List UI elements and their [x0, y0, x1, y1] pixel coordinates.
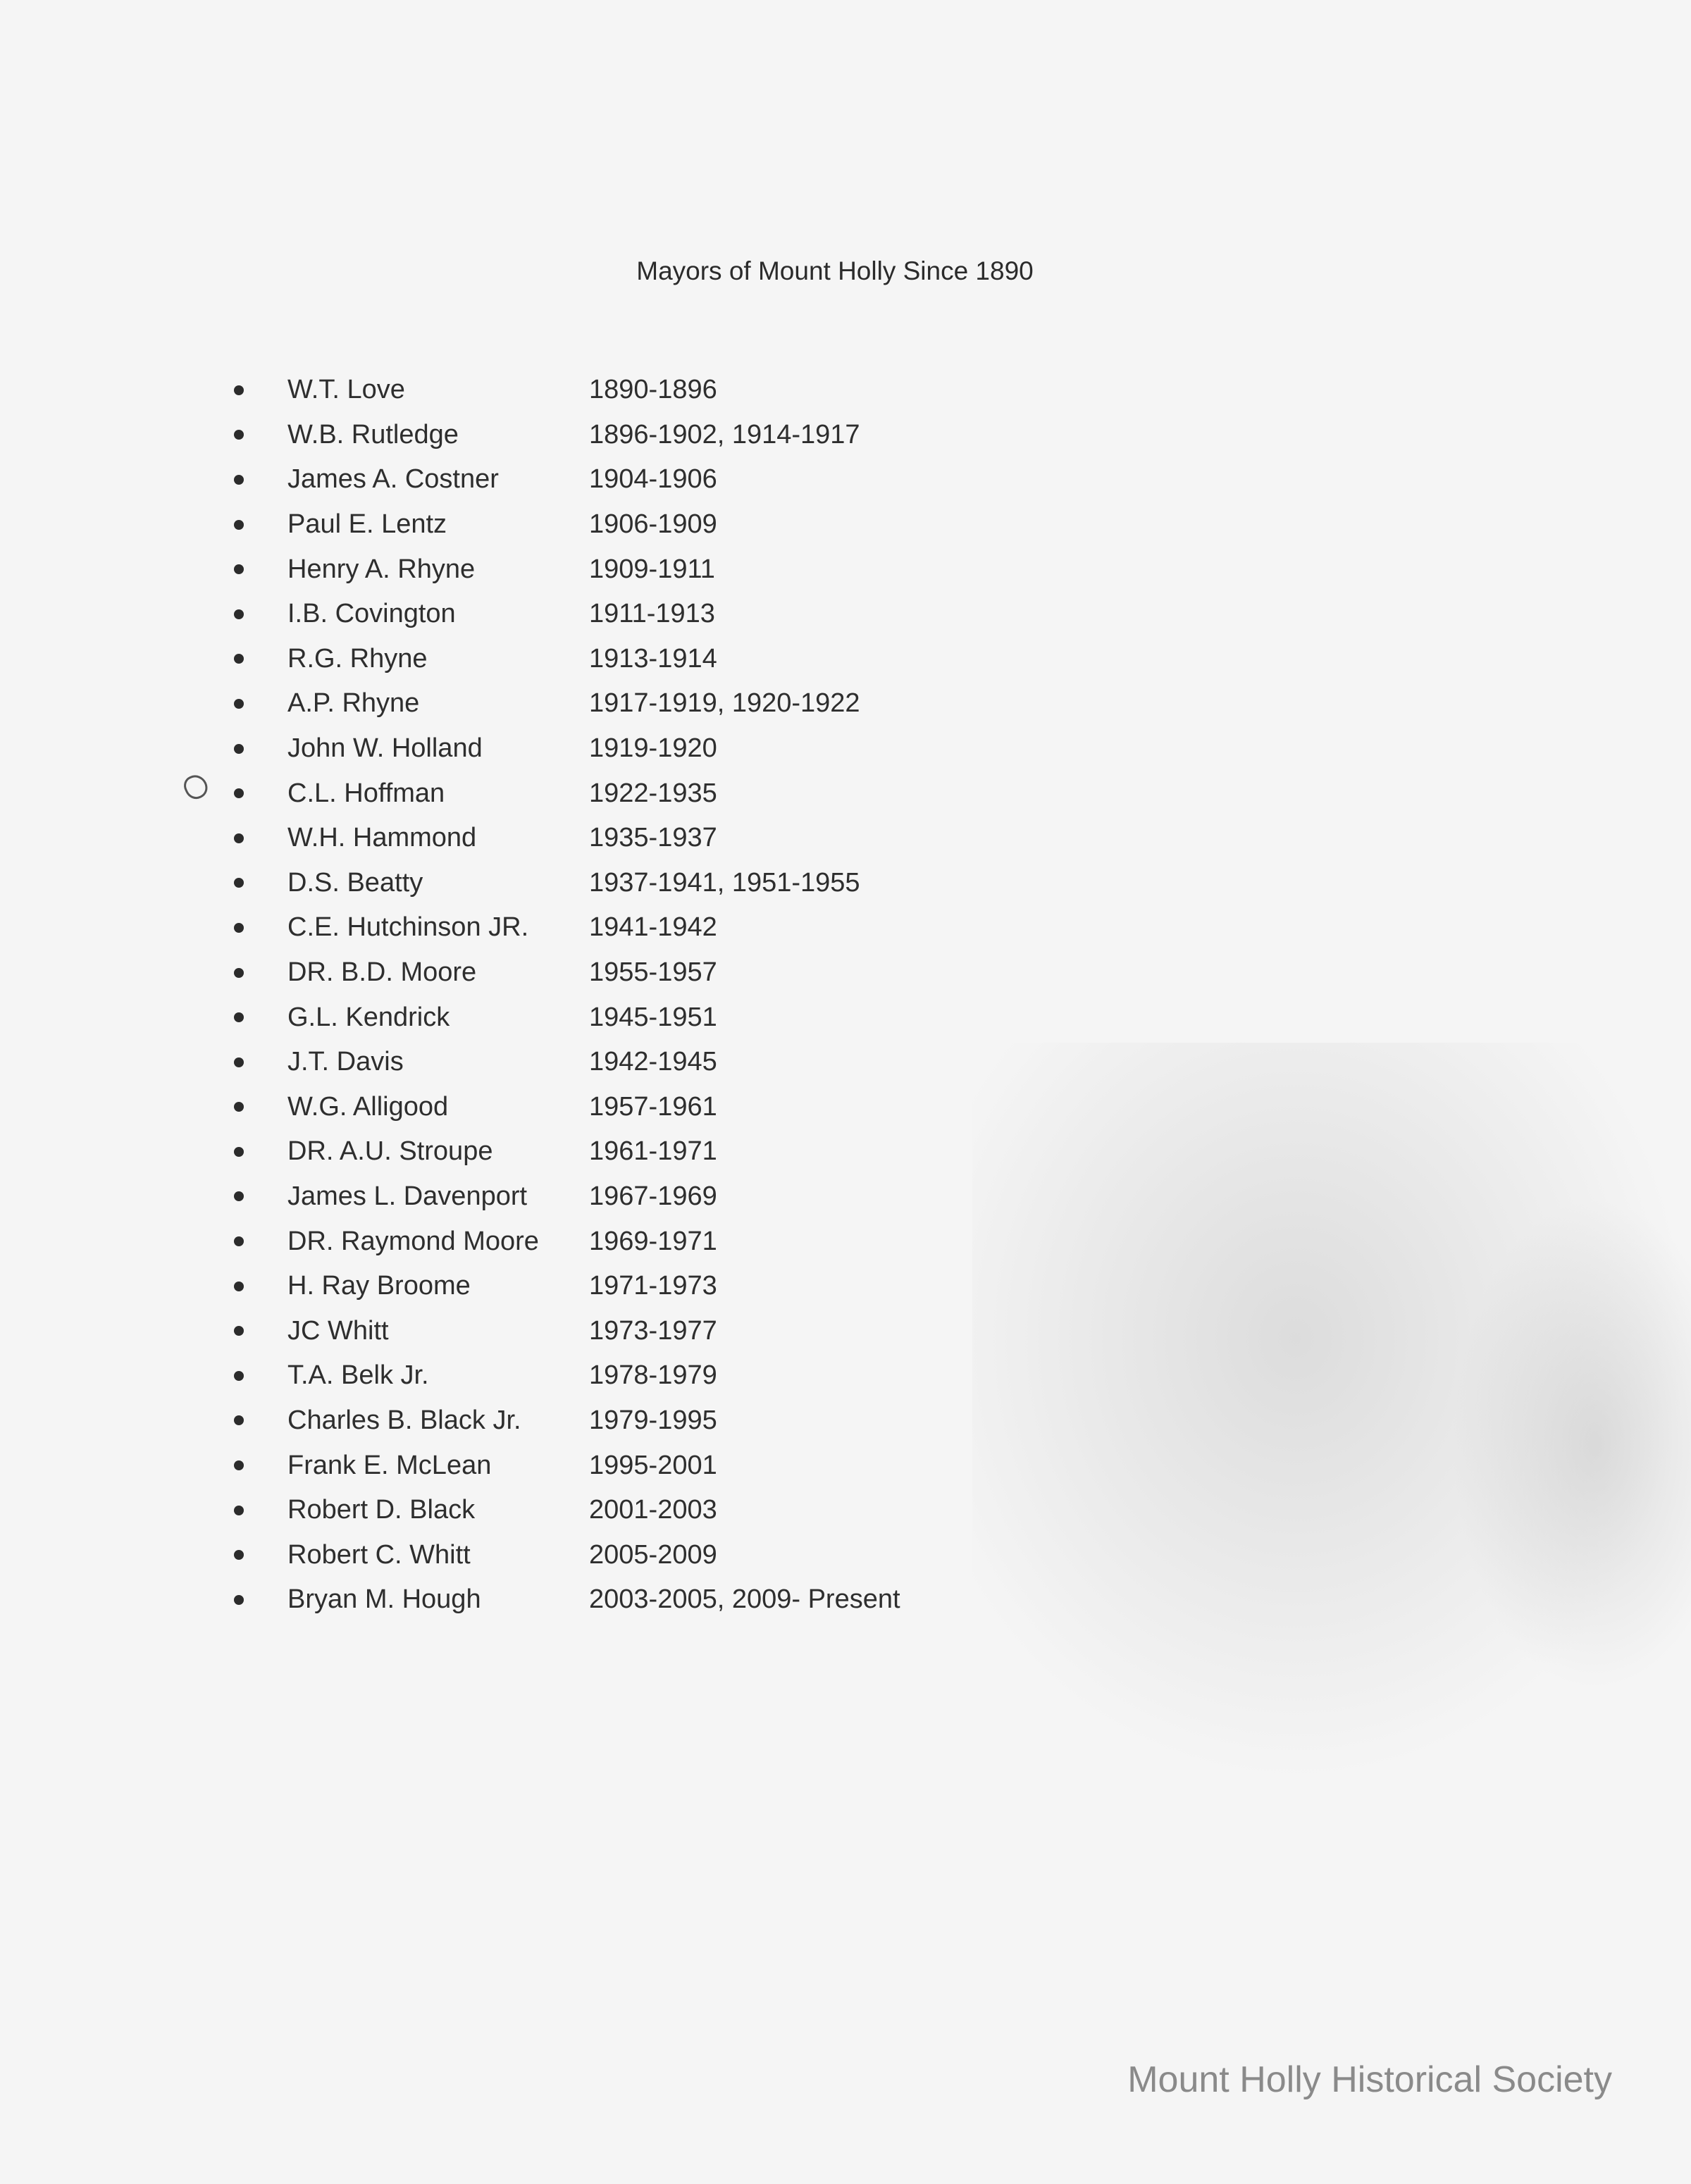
- mayor-row: [225, 995, 900, 1040]
- bullet-icon: [234, 1282, 244, 1291]
- mayor-name: R.G. Rhyne: [287, 643, 428, 674]
- mayor-years: 1957-1961: [589, 1091, 717, 1122]
- mayor-row: [225, 1488, 900, 1533]
- bullet-icon: [234, 1371, 244, 1381]
- mayor-years: 1971-1973: [589, 1271, 717, 1301]
- bullet-icon: [234, 1595, 244, 1605]
- mayor-name: G.L. Kendrick: [287, 1002, 450, 1032]
- bullet-icon: [234, 1326, 244, 1336]
- handwritten-circle-mark: [180, 771, 211, 802]
- mayor-name: DR. Raymond Moore: [287, 1226, 539, 1256]
- mayor-name: W.H. Hammond: [287, 823, 477, 853]
- mayor-row: [225, 457, 900, 502]
- mayor-row: [225, 1085, 900, 1130]
- mayor-row: [225, 637, 900, 682]
- mayor-row: [225, 771, 900, 816]
- bullet-icon: [234, 1550, 244, 1560]
- bullet-icon: [234, 1102, 244, 1112]
- mayor-row: [225, 1443, 900, 1488]
- mayor-row: [225, 1264, 900, 1309]
- mayor-years: 1979-1995: [589, 1405, 717, 1435]
- mayor-row: [225, 413, 900, 458]
- mayor-years: 1945-1951: [589, 1002, 717, 1032]
- mayor-name: W.B. Rutledge: [287, 419, 459, 449]
- mayor-row: [225, 368, 900, 413]
- mayor-row: [225, 861, 900, 906]
- bullet-icon: [234, 564, 244, 574]
- mayor-name: C.L. Hoffman: [287, 778, 445, 808]
- mayor-name: Henry A. Rhyne: [287, 554, 476, 584]
- mayor-row: [225, 502, 900, 547]
- bullet-icon: [234, 1057, 244, 1067]
- mayor-years: 1913-1914: [589, 643, 717, 674]
- mayor-years: 1941-1942: [589, 912, 717, 943]
- mayor-name: W.G. Alligood: [287, 1091, 449, 1122]
- mayor-years: 1896-1902, 1914-1917: [589, 419, 860, 449]
- mayor-row: [225, 950, 900, 995]
- bullet-icon: [234, 878, 244, 888]
- bullet-icon: [234, 923, 244, 933]
- mayor-name: J.T. Davis: [287, 1047, 404, 1077]
- mayor-row: [225, 1577, 900, 1623]
- mayor-years: 1973-1977: [589, 1315, 717, 1346]
- mayor-row: [225, 547, 900, 592]
- mayor-name: James A. Costner: [287, 464, 499, 495]
- bullet-icon: [234, 520, 244, 530]
- mayor-years: 1904-1906: [589, 464, 717, 495]
- mayor-name: Frank E. McLean: [287, 1450, 492, 1480]
- mayor-row: [225, 681, 900, 726]
- mayor-name: Charles B. Black Jr.: [287, 1405, 521, 1435]
- mayor-row: [225, 816, 900, 861]
- mayor-row: [225, 905, 900, 950]
- bullet-icon: [234, 1191, 244, 1201]
- bullet-icon: [234, 654, 244, 664]
- mayor-years: 2003-2005, 2009- Present: [589, 1584, 900, 1615]
- bullet-icon: [234, 1460, 244, 1470]
- mayor-years: 1961-1971: [589, 1136, 717, 1167]
- bullet-icon: [234, 385, 244, 395]
- mayor-name: C.E. Hutchinson JR.: [287, 912, 529, 943]
- mayor-name: James L. Davenport: [287, 1181, 528, 1211]
- bullet-icon: [234, 1415, 244, 1425]
- mayor-years: 1909-1911: [589, 554, 715, 584]
- mayor-name: Bryan M. Hough: [287, 1584, 481, 1615]
- mayor-name: D.S. Beatty: [287, 867, 423, 898]
- bullet-icon: [234, 1506, 244, 1515]
- mayor-row: [225, 1219, 900, 1264]
- mayor-years: 1935-1937: [589, 823, 717, 853]
- bullet-icon: [234, 1236, 244, 1246]
- mayor-years: 1937-1941, 1951-1955: [589, 867, 860, 898]
- mayor-years: 1942-1945: [589, 1047, 717, 1077]
- mayor-years: 1917-1919, 1920-1922: [589, 688, 860, 719]
- watermark-text: Mount Holly Historical Society: [1127, 2059, 1612, 2100]
- mayor-years: 2001-2003: [589, 1495, 717, 1525]
- mayor-years: 1890-1896: [589, 375, 717, 405]
- bullet-icon: [234, 475, 244, 485]
- mayor-years: 1919-1920: [589, 733, 717, 764]
- mayor-years: 1906-1909: [589, 509, 717, 540]
- bullet-icon: [234, 430, 244, 440]
- mayor-years: 1911-1913: [589, 599, 715, 629]
- bullet-icon: [234, 968, 244, 978]
- mayor-years: 1967-1969: [589, 1181, 717, 1211]
- bullet-icon: [234, 699, 244, 709]
- bullet-icon: [234, 744, 244, 754]
- mayor-name: Paul E. Lentz: [287, 509, 447, 540]
- mayor-years: 1995-2001: [589, 1450, 717, 1480]
- mayor-years: 1955-1957: [589, 957, 717, 988]
- mayor-row: [225, 726, 900, 771]
- mayor-name: T.A. Belk Jr.: [287, 1360, 429, 1391]
- bullet-icon: [234, 833, 244, 843]
- mayor-name: W.T. Love: [287, 375, 405, 405]
- mayor-row: [225, 1532, 900, 1577]
- mayor-name: JC Whitt: [287, 1315, 389, 1346]
- mayor-years: 1978-1979: [589, 1360, 717, 1391]
- mayor-list: [225, 368, 900, 1623]
- bullet-icon: [234, 788, 244, 798]
- mayor-row: [225, 592, 900, 637]
- mayor-name: John W. Holland: [287, 733, 483, 764]
- mayor-row: [225, 1398, 900, 1444]
- mayor-years: 1922-1935: [589, 778, 717, 808]
- bullet-icon: [234, 1012, 244, 1022]
- mayor-years: 1969-1971: [589, 1226, 717, 1256]
- mayor-name: I.B. Covington: [287, 599, 456, 629]
- bullet-icon: [234, 1147, 244, 1157]
- mayor-name: DR. B.D. Moore: [287, 957, 477, 988]
- mayor-row: [225, 1174, 900, 1220]
- mayor-row: [225, 1353, 900, 1398]
- mayor-row: [225, 1308, 900, 1353]
- mayor-row: [225, 1129, 900, 1174]
- document-title: Mayors of Mount Holly Since 1890: [636, 256, 1034, 285]
- mayor-name: Robert C. Whitt: [287, 1539, 471, 1570]
- mayor-row: [225, 1040, 900, 1085]
- bullet-icon: [234, 609, 244, 619]
- mayor-name: Robert D. Black: [287, 1495, 476, 1525]
- mayor-name: H. Ray Broome: [287, 1271, 471, 1301]
- mayor-years: 2005-2009: [589, 1539, 717, 1570]
- mayor-name: DR. A.U. Stroupe: [287, 1136, 493, 1167]
- mayor-name: A.P. Rhyne: [287, 688, 420, 719]
